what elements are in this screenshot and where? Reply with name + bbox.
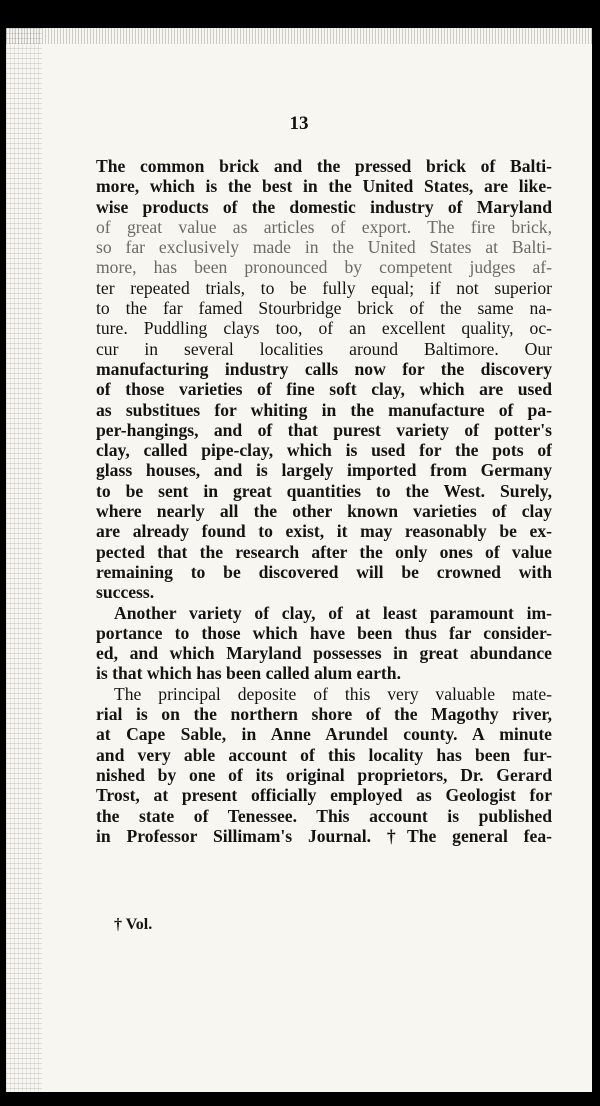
- text-line: Another variety of clay, of at least paramount im-: [114, 602, 552, 623]
- text-line: so far exclusively made in the United States at Balti-: [96, 237, 552, 258]
- text-line: The principal deposite of this very valuable mate-: [114, 683, 552, 704]
- text-line: to be sent in great quantities to the West. Surely,: [96, 480, 552, 501]
- text-line: to the far famed Stourbridge brick of the same na-: [96, 298, 552, 319]
- body-text: [96, 156, 552, 846]
- text-line: cur in several localities around Baltimore. Our: [96, 338, 552, 359]
- text-line: more, has been pronounced by competent judges af-: [96, 257, 552, 278]
- text-line: glass houses, and is largely imported from Germany: [96, 460, 552, 481]
- scanned-page: [6, 28, 592, 1092]
- paragraph-p3: [96, 684, 552, 846]
- text-line: Trost, at present officially employed as Geologist for: [96, 785, 552, 806]
- text-line: in Professor Sillimam's Journal. †The general fea-: [96, 825, 552, 846]
- text-line: ter repeated trials, to be fully equal; if not superior: [96, 277, 552, 298]
- text-line: rial is on the northern shore of the Magothy river,: [96, 704, 552, 725]
- text-line: The common brick and the pressed brick of Balti-: [96, 156, 552, 176]
- paragraph-p1: [96, 156, 552, 603]
- footnote: † Vol.: [114, 916, 153, 933]
- text-line: and very able account of this locality has been fur-: [96, 744, 552, 765]
- text-line: ed, and which Maryland possesses in great abundance: [96, 643, 552, 664]
- scan-top-noise: [6, 28, 592, 44]
- text-line: portance to those which have been thus far consider-: [96, 622, 552, 643]
- page-number: 13: [289, 113, 309, 134]
- text-line: is that which has been called alum earth.: [96, 663, 401, 684]
- text-line: ture. Puddling clays too, of an excellent quality, oc-: [96, 318, 552, 339]
- paragraph-p2: [96, 603, 552, 684]
- text-line: manufacturing industry calls now for the discovery: [96, 358, 552, 379]
- text-line: success.: [96, 582, 155, 603]
- text-line: of great value as articles of export. The fire brick,: [96, 216, 552, 237]
- text-line: clay, called pipe-clay, which is used for the pots of: [96, 440, 552, 461]
- text-line: are already found to exist, it may reasonably be ex-: [96, 521, 552, 542]
- binding-gutter: [6, 28, 42, 1092]
- text-line: nished by one of its original proprietors, Dr. Gerard: [96, 764, 552, 785]
- text-line: pected that the research after the only ones of value: [96, 541, 552, 562]
- text-line: wise products of the domestic industry of Maryland: [96, 196, 552, 217]
- text-line: more, which is the best in the United States, are like-: [96, 176, 552, 197]
- text-line: of those varieties of fine soft clay, which are used: [96, 379, 552, 400]
- text-line: per-hangings, and of that purest variety of potter's: [96, 419, 552, 440]
- text-line: remaining to be discovered will be crowned with: [96, 561, 552, 582]
- text-line: the state of Tenessee. This account is published: [96, 805, 552, 826]
- text-line: where nearly all the other known varieties of clay: [96, 501, 552, 522]
- text-line: as substitues for whiting in the manufacture of pa-: [96, 399, 552, 420]
- text-line: at Cape Sable, in Anne Arundel county. A minute: [96, 724, 552, 745]
